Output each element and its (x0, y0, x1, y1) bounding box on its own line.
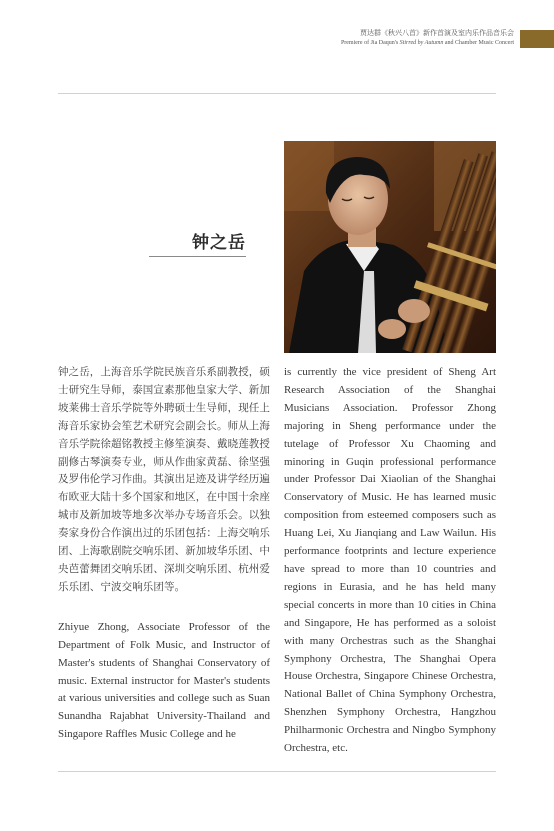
header-subtitle-work: Stirred by Autumn (399, 40, 444, 46)
bio-column-right (284, 364, 496, 758)
performer-name: 钟之岳 (192, 233, 246, 253)
header-title-cn: 贾达群《秋兴八首》新作首演及室内乐作品音乐会 (360, 29, 514, 37)
header-subtitle-en (341, 40, 514, 46)
header-subtitle-suffix: and Chamber Music Concert (443, 40, 514, 46)
header-subtitle-prefix: Premiere of Jia Daqun's (340, 40, 400, 46)
accent-tab (520, 30, 554, 48)
bio-column-left (58, 364, 270, 744)
bio-chinese: 钟之岳，上海音乐学院民族音乐系副教授，硕士研究生导师，泰国宣素那他皇家大学、新加坡莱佛士音乐学院等外聘硕士生导师，现任上海音乐家协会笙艺术研究会副会长。师从上海音乐学院徐超铭教授主修笙演奏、戴晓莲教授副修古琴演奏专业，师从作曲家黄磊、徐坚强及罗伟伦学习作曲。其演出足迹及讲学经历遍布欧亚大陆十多个国家和地区，在中国十余座城市及新加坡等地多次举办专场音乐会。以独奏家身份合作演出过的乐团包括：上海交响乐团、上海歌剧院交响乐团、新加坡华乐团、中央芭蕾舞团交响乐团、深圳交响乐团、杭州爱乐乐团、宁波交响乐团等。 (58, 366, 270, 593)
performer-photo (284, 141, 496, 353)
name-underline (149, 256, 246, 257)
top-divider (58, 93, 496, 94)
bottom-divider (58, 771, 496, 772)
bio-english-part2: is currently the vice president of Sheng Art Research Association of the Shanghai Musicians Association. Professor Zhong majoring in Sheng performance under the tutelage of Professor Xu Chaoming and minoring in Guqin professional performance under Professor Dai Xiaolian of the Shanghai Conservatory of Music. He has learned music composition from esteemed composers such as Huang Lei, Xu Jianqiang and Law Wailun. His performance footprints and lecture experience have spread to more than 10 countries and regions in Eurasia, and he has held many special concerts in more than 10 cities in China and Singapore, He has performed as a soloist with many Orchestras such as the Shanghai Symphony Orchestra, The Shanghai Opera House Orchestra, Singapore Chinese Orchestra, National Ballet of China Symphony Orchestra, Shenzhen Symphony Orchestra, Hangzhou Philharmonic Orchestra and Ningbo Symphony Orchestra, etc. (284, 366, 496, 755)
bio-english-part1: Zhiyue Zhong, Associate Professor of the Department of Folk Music, and Instructor of Master's students of Shanghai Conservatory of music. External instructor for Master's students at various universities and college such as Suan Sunandha Rajabhat University-Thailand and Singapore Raffles Music College and he (58, 620, 270, 741)
